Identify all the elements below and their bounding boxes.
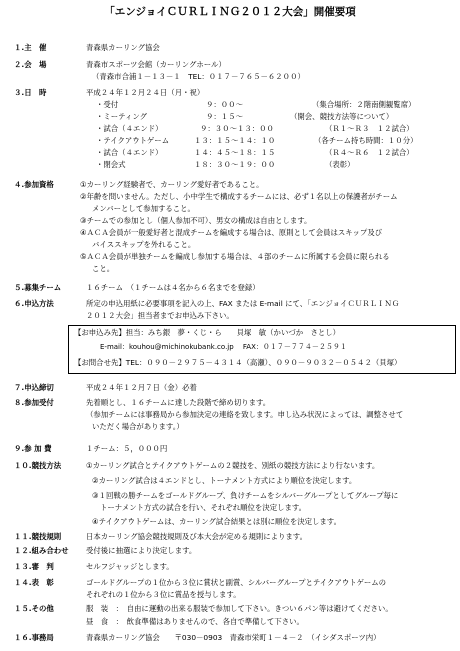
section-label: １５.その他 bbox=[14, 604, 54, 613]
competition-line: ②カーリング試合は４エンドとし、トーナメント方式により順位を決定します。 bbox=[92, 476, 357, 485]
section-label: １０.競技方法 bbox=[14, 461, 62, 470]
eligibility-line: ⑤ＡＣＡ会員が単独チームを編成し参加する場合は、４部のチームに所属する会員に限られる bbox=[80, 252, 390, 261]
section-label: １１.競技規則 bbox=[14, 532, 62, 541]
contact-email-fax: E-mail：kouhou@michinokubank.co.jp FAX：０１７－７７４－２５９１ bbox=[100, 343, 347, 351]
reception-line: （参加チームには事務局から参加決定の連絡を致します。申し込み状況によっては、調整させて bbox=[86, 410, 404, 419]
section-label: １２.組み合わせ bbox=[14, 546, 69, 555]
venue-address: （青森市合浦１－１３－１ TEL：０１７－７６５－６２００） bbox=[92, 72, 305, 81]
section-label: １４.表 彰 bbox=[14, 578, 54, 587]
awards-line: ゴールドグループの１位から３位に賞状と副賞、シルバーグループとテイクアウトゲームの bbox=[86, 578, 387, 587]
schedule-note: （表彰） bbox=[325, 160, 355, 169]
schedule-event: ・試合（４エンド） bbox=[96, 124, 163, 133]
schedule-note: （各チーム持ち時間：１０分） bbox=[314, 136, 418, 145]
section-text: 受付後に抽選により決定します。 bbox=[86, 546, 197, 555]
section-text: 青森県カーリング協会 bbox=[86, 43, 160, 52]
schedule-event: ・受付 bbox=[96, 100, 119, 109]
competition-line: ①カーリング試合とテイクアウトゲームの２競技を、別紙の競技方法により行ないます。 bbox=[86, 461, 380, 470]
eligibility-line: ①カーリング経験者で、カーリング愛好者であること。 bbox=[80, 180, 264, 189]
schedule-note: （開会、競技方法等について） bbox=[290, 112, 394, 121]
section-label: ７.申込締切 bbox=[14, 383, 54, 392]
competition-line: ④テイクアウトゲームは、カーリング試合結果とは別に順位を決定します。 bbox=[92, 517, 341, 526]
eligibility-line: メンバーとして参加すること。 bbox=[92, 204, 195, 213]
other-line: 昼 食 ： 飲食準備はありませんので、各自で準備して下さい。 bbox=[86, 617, 304, 626]
section-label: ８.参加受付 bbox=[14, 398, 54, 407]
contact-inquiry: 【お問合せ先】TEL：０９０－２９７５－４３１４（高瀬）、０９０－９０３２－０５４２（貝塚） bbox=[74, 358, 402, 367]
schedule-event: ・試合（４エンド） bbox=[96, 148, 163, 157]
awards-line: それぞれの１位から３位に賞品を授与します。 bbox=[86, 590, 241, 599]
schedule-time: １４：４５～１８：１５ bbox=[194, 148, 276, 157]
page-title: 「エンジョイＣＵＲＬＩＮＧ２０１２大会」開催要項 bbox=[104, 6, 356, 18]
other-line: 服 装 ： 自由に運動の出来る服装で参加して下さい。きつい６パン等は避けてください。 bbox=[86, 604, 393, 613]
schedule-time: ９：１５～ bbox=[206, 112, 243, 121]
schedule-event: ・閉会式 bbox=[96, 160, 126, 169]
section-label: ６.申込方法 bbox=[14, 299, 54, 308]
contact-line: 【お申込み先】担当：みち銀 夢・くじ・ら 貝塚 敏（かいづか さとし） bbox=[74, 328, 341, 337]
competition-line: トーナメント方式の試合を行い、それぞれ順位を決定します。 bbox=[100, 503, 307, 512]
section-text: １チーム：５，０００円 bbox=[86, 444, 168, 453]
schedule-note: （集合場所：２階南側観覧席） bbox=[312, 100, 416, 109]
schedule-time: １３：１５～１４：１０ bbox=[194, 136, 276, 145]
section-label: １.主 催 bbox=[14, 43, 47, 52]
competition-line: ③１回戦の勝チームをゴールドグループ、負けチームをシルバーグループとしてグループ毎に bbox=[92, 491, 399, 500]
eligibility-line: ②年齢を問いません。ただし、小中学生で構成するチームには、必ず１名以上の保護者がチーム bbox=[80, 192, 398, 201]
event-date: 平成２４年１２月２４日（月・祝） bbox=[86, 88, 205, 97]
schedule-event: ・ミーティング bbox=[96, 112, 147, 121]
eligibility-line: ③チームでの参加とし（個人参加不可）、男女の構成は自由とします。 bbox=[80, 216, 312, 225]
eligibility-line: こと。 bbox=[92, 264, 115, 273]
schedule-event: ・テイクアウトゲーム bbox=[96, 136, 170, 145]
section-label: ９.参 加 費 bbox=[14, 444, 52, 453]
section-label: ４.参加資格 bbox=[14, 180, 54, 189]
reception-line: 先着順とし、１６チームに達した段階で締め切ります。 bbox=[86, 398, 271, 407]
section-label: ３.日 時 bbox=[14, 88, 47, 97]
schedule-time: ９：００～ bbox=[206, 100, 243, 109]
schedule-time: １８：３０～１９：００ bbox=[194, 160, 276, 169]
reception-line: いただく場合があります。） bbox=[92, 422, 184, 431]
application-line: 所定の申込用紙に必要事項を記入の上、FAX または E-mail にて、「エンジョイＣＵＲＬＩＮＧ bbox=[86, 299, 400, 308]
eligibility-line: バイススキップを外れること。 bbox=[92, 240, 196, 249]
section-text: 日本カーリング協会競技規則及び本大会が定める規則によります。 bbox=[86, 532, 307, 541]
schedule-note: （Ｒ１～Ｒ３ １２試合） bbox=[325, 124, 414, 133]
application-line: ２０１２大会」担当者までお申込み下さい。 bbox=[86, 311, 234, 320]
section-label: １３.審 判 bbox=[14, 562, 54, 571]
eligibility-line: ④ＡＣＡ会員が一般愛好者と混成チームを編成する場合は、原則として会員はスキップ及び bbox=[80, 228, 383, 237]
venue-name: 青森市スポーツ会館（カーリングホール） bbox=[86, 60, 226, 69]
section-text: １６チーム （１チームは４名から６名までを登録） bbox=[86, 283, 260, 292]
schedule-note: （Ｒ４～Ｒ６ １２試合） bbox=[325, 148, 414, 157]
section-text: 平成２４年１２月７日（金）必着 bbox=[86, 383, 197, 392]
section-text: セルフジャッジとします。 bbox=[86, 562, 174, 571]
section-label: ２.会 場 bbox=[14, 60, 47, 69]
section-label: １６.事務局 bbox=[14, 633, 54, 642]
section-label: ５.募集チーム bbox=[14, 283, 62, 292]
schedule-time: ９：３０～１３：００ bbox=[200, 124, 274, 133]
section-text: 青森県カーリング協会 〒030－0903 青森市栄町１－４－２ （イシダスポーツ内） bbox=[86, 633, 381, 642]
